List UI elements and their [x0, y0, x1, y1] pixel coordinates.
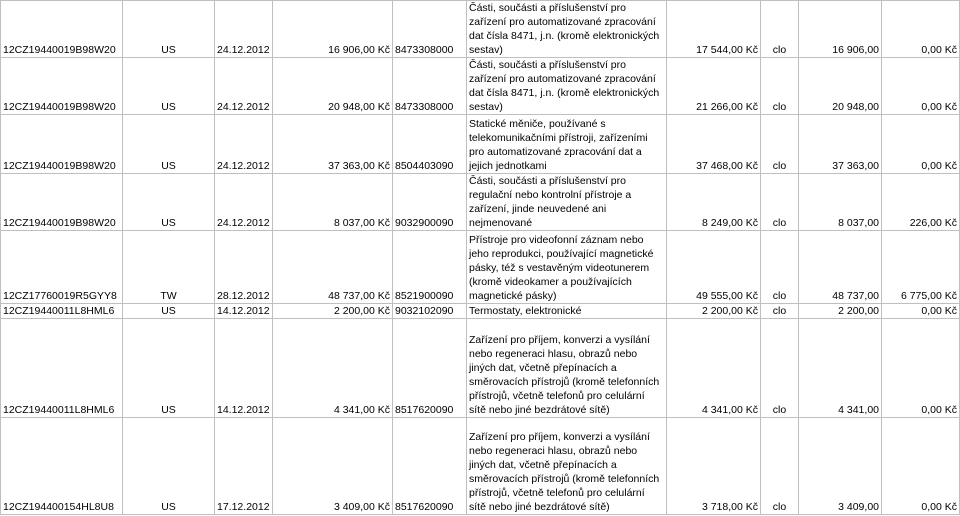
duty-base: 2 200,00: [799, 304, 882, 319]
duty-amount: 6 775,00 Kč: [882, 231, 960, 304]
goods-description: Přístroje pro videofonní záznam nebo jeho reprodukci, používající magnetické pásky, též s vestavěným videotunerem (kromě videokamer a používajících magnetické pásky): [467, 231, 667, 304]
invoice-amount: 8 249,00 Kč: [667, 174, 761, 231]
table-row: [1, 58, 960, 115]
duty-type: clo: [761, 304, 799, 319]
table-row: [1, 319, 960, 418]
record-id: 12CZ19440011L8HML6: [1, 304, 123, 319]
country-code: US: [123, 418, 215, 515]
duty-amount: 0,00 Kč: [882, 304, 960, 319]
goods-description: Zařízení pro příjem, konverzi a vysílání nebo regeneraci hlasu, obrazů nebo jiných dat, včetně přepínacích a směrovacích přístrojů (kromě telefonních přístrojů, včetně telefonů pro celulární sítě nebo jiné bezdrátové sítě): [467, 418, 667, 515]
customs-value: 48 737,00 Kč: [273, 231, 393, 304]
duty-amount: 0,00 Kč: [882, 418, 960, 515]
customs-value: 3 409,00 Kč: [273, 418, 393, 515]
customs-value: 37 363,00 Kč: [273, 115, 393, 174]
date: 17.12.2012: [215, 418, 273, 515]
country-code: US: [123, 174, 215, 231]
customs-value: 2 200,00 Kč: [273, 304, 393, 319]
goods-description: Části, součásti a příslušenství pro zařízení pro automatizované zpracování dat čísla 8471, j.n. (kromě elektronických sestav): [467, 58, 667, 115]
record-id: 12CZ19440019B98W20: [1, 115, 123, 174]
duty-amount: 226,00 Kč: [882, 174, 960, 231]
table-row: [1, 418, 960, 515]
country-code: US: [123, 304, 215, 319]
duty-base: 37 363,00: [799, 115, 882, 174]
duty-base: 3 409,00: [799, 418, 882, 515]
table-row: [1, 1, 960, 58]
duty-type: clo: [761, 115, 799, 174]
tariff-code: 8504403090: [393, 115, 467, 174]
record-id: 12CZ19440019B98W20: [1, 1, 123, 58]
record-id: 12CZ19440019B98W20: [1, 174, 123, 231]
tariff-code: 8517620090: [393, 319, 467, 418]
tariff-code: 8473308000: [393, 1, 467, 58]
date: 24.12.2012: [215, 115, 273, 174]
date: 24.12.2012: [215, 1, 273, 58]
duty-amount: 0,00 Kč: [882, 319, 960, 418]
duty-base: 8 037,00: [799, 174, 882, 231]
goods-description: Zařízení pro příjem, konverzi a vysílání nebo regeneraci hlasu, obrazů nebo jiných dat, včetně přepínacích a směrovacích přístrojů (kromě telefonních přístrojů, včetně telefonů pro celulární sítě nebo jiné bezdrátové sítě): [467, 319, 667, 418]
date: 24.12.2012: [215, 58, 273, 115]
duty-type: clo: [761, 1, 799, 58]
tariff-code: 9032102090: [393, 304, 467, 319]
country-code: US: [123, 58, 215, 115]
date: 24.12.2012: [215, 174, 273, 231]
record-id: 12CZ19440019B98W20: [1, 58, 123, 115]
duty-base: 4 341,00: [799, 319, 882, 418]
goods-description: Části, součásti a příslušenství pro zařízení pro automatizované zpracování dat čísla 8471, j.n. (kromě elektronických sestav): [467, 1, 667, 58]
invoice-amount: 21 266,00 Kč: [667, 58, 761, 115]
goods-description: Statické měniče, používané s telekomunikačními přístroji, zařízeními pro automatizované zpracování dat a jejich jednotkami: [467, 115, 667, 174]
invoice-amount: 2 200,00 Kč: [667, 304, 761, 319]
tariff-code: 8517620090: [393, 418, 467, 515]
duty-type: clo: [761, 174, 799, 231]
record-id: 12CZ194400154HL8U8: [1, 418, 123, 515]
goods-description: Části, součásti a příslušenství pro regulační nebo kontrolní přístroje a zařízení, jinde neuvedené ani nejmenované: [467, 174, 667, 231]
customs-value: 8 037,00 Kč: [273, 174, 393, 231]
table-row: [1, 231, 960, 304]
tariff-code: 8521900090: [393, 231, 467, 304]
country-code: TW: [123, 231, 215, 304]
duty-type: clo: [761, 58, 799, 115]
table-row: [1, 304, 960, 319]
duty-type: clo: [761, 231, 799, 304]
table-row: [1, 115, 960, 174]
customs-value: 16 906,00 Kč: [273, 1, 393, 58]
tariff-code: 8473308000: [393, 58, 467, 115]
country-code: US: [123, 1, 215, 58]
date: 14.12.2012: [215, 304, 273, 319]
duty-type: clo: [761, 418, 799, 515]
record-id: 12CZ19440011L8HML6: [1, 319, 123, 418]
duty-base: 20 948,00: [799, 58, 882, 115]
tariff-code: 9032900090: [393, 174, 467, 231]
invoice-amount: 37 468,00 Kč: [667, 115, 761, 174]
invoice-amount: 3 718,00 Kč: [667, 418, 761, 515]
duty-amount: 0,00 Kč: [882, 115, 960, 174]
customs-value: 4 341,00 Kč: [273, 319, 393, 418]
record-id: 12CZ17760019R5GYY8: [1, 231, 123, 304]
date: 28.12.2012: [215, 231, 273, 304]
goods-description: Termostaty, elektronické: [467, 304, 667, 319]
duty-amount: 0,00 Kč: [882, 1, 960, 58]
invoice-amount: 4 341,00 Kč: [667, 319, 761, 418]
duty-type: clo: [761, 319, 799, 418]
country-code: US: [123, 115, 215, 174]
country-code: US: [123, 319, 215, 418]
invoice-amount: 17 544,00 Kč: [667, 1, 761, 58]
duty-base: 48 737,00: [799, 231, 882, 304]
invoice-amount: 49 555,00 Kč: [667, 231, 761, 304]
date: 14.12.2012: [215, 319, 273, 418]
duty-base: 16 906,00: [799, 1, 882, 58]
table-row: [1, 174, 960, 231]
duty-amount: 0,00 Kč: [882, 58, 960, 115]
customs-value: 20 948,00 Kč: [273, 58, 393, 115]
